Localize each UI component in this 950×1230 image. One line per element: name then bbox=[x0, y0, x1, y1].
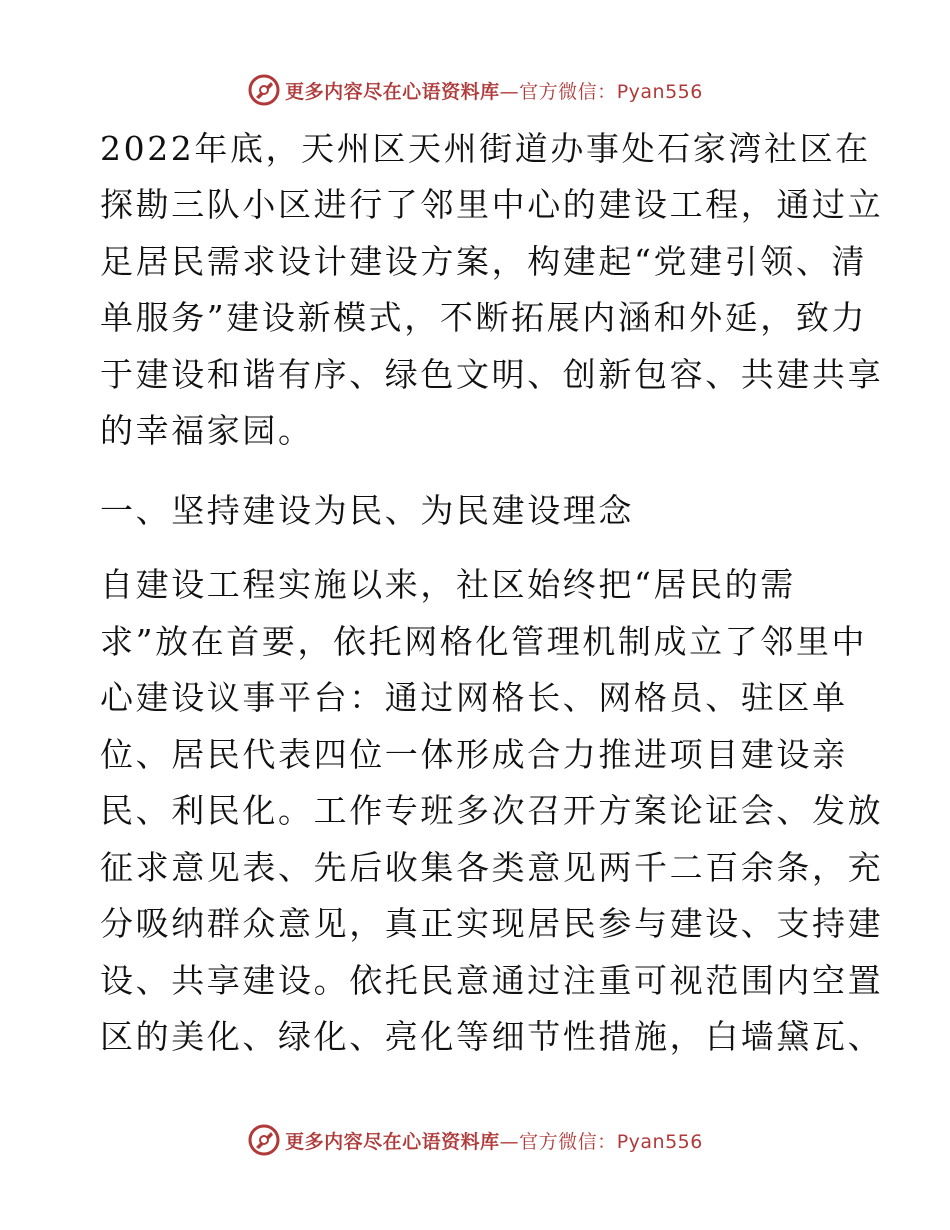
footer-watermark bbox=[0, 1120, 950, 1160]
watermark-text bbox=[285, 1127, 703, 1154]
section-heading: 一、坚持建设为民、为民建设理念 bbox=[100, 491, 634, 530]
quill-seal-icon bbox=[247, 73, 281, 107]
paragraph-2-line-6: 征求意见表、先后收集各类意见两千二百余条，充 bbox=[100, 848, 884, 887]
paragraph-2-line-9: 区的美化、绿化、亮化等细节性措施，白墙黛瓦、 bbox=[100, 1017, 884, 1056]
watermark-id: Pyan556 bbox=[616, 1130, 703, 1153]
paragraph-1-line-4: 单服务”建设新模式，不断拓展内涵和外延，致力 bbox=[100, 298, 868, 337]
paragraph-2-line-8: 设、共享建设。依托民意通过注重可视范围内空置 bbox=[100, 961, 884, 1000]
paragraph-1-line-3: 足居民需求设计建设方案，构建起“党建引领、清 bbox=[100, 242, 868, 281]
paragraph-1-line-2: 探勘三队小区进行了邻里中心的建设工程，通过立 bbox=[100, 185, 884, 224]
paragraph-2-line-4: 位、居民代表四位一体形成合力推进项目建设亲 bbox=[100, 735, 848, 774]
watermark-separator: —官方微信： bbox=[499, 1130, 617, 1153]
watermark-separator: —官方微信： bbox=[499, 80, 617, 103]
header-watermark bbox=[0, 70, 950, 110]
paragraph-2-line-7: 分吸纳群众意见，真正实现居民参与建设、支持建 bbox=[100, 904, 884, 943]
quill-seal-icon bbox=[247, 1123, 281, 1157]
paragraph-1-line-1: 2022年底，天州区天州街道办事处石家湾社区在 bbox=[100, 129, 871, 168]
paragraph-2-line-2: 求”放在首要，依托网格化管理机制成立了邻里中 bbox=[100, 622, 868, 661]
watermark-main: 更多内容尽在心语资料库 bbox=[285, 1130, 500, 1153]
paragraph-1-line-6: 的幸福家园。 bbox=[100, 411, 314, 450]
paragraph-2-line-5: 民、利民化。工作专班多次召开方案论证会、发放 bbox=[100, 791, 884, 830]
paragraph-2-line-3: 心建设议事平台：通过网格长、网格员、驻区单 bbox=[100, 678, 848, 717]
watermark-text bbox=[285, 77, 703, 104]
paragraph-2-line-1: 自建设工程实施以来，社区始终把“居民的需 bbox=[100, 565, 796, 604]
watermark-main: 更多内容尽在心语资料库 bbox=[285, 80, 500, 103]
paragraph-1-line-5: 于建设和谐有序、绿色文明、创新包容、共建共享 bbox=[100, 355, 884, 394]
watermark-id: Pyan556 bbox=[616, 80, 703, 103]
